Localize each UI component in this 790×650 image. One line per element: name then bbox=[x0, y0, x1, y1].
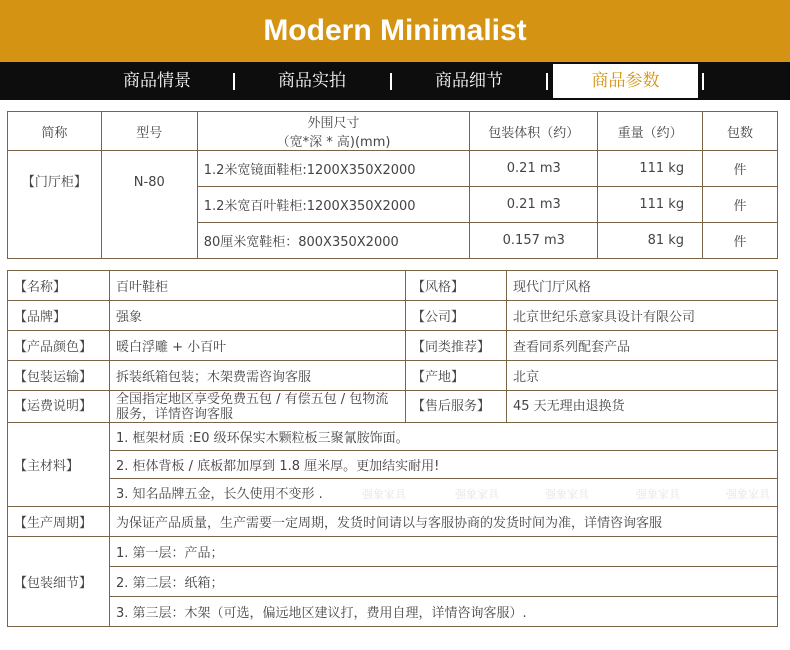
spec-table bbox=[7, 111, 778, 259]
detail-row bbox=[8, 537, 778, 567]
detail-row bbox=[8, 567, 778, 597]
product-name-cell: 【门厅柜】 bbox=[8, 151, 102, 259]
freight-line-2: 服务，详情咨询客服 bbox=[116, 406, 234, 422]
aftersale-label: 【售后服务】 bbox=[406, 391, 507, 423]
tab-parameters[interactable]: 商品参数 bbox=[553, 64, 698, 98]
freight-line-1: 全国指定地区享受免费五包 / 有偿五包 / 包物流 bbox=[116, 391, 389, 407]
series-label: 【同类推荐】 bbox=[406, 331, 507, 361]
detail-row bbox=[8, 597, 778, 627]
tab-divider bbox=[233, 73, 235, 90]
tab-photos[interactable]: 商品实拍 bbox=[278, 71, 346, 91]
size-cell: 1.2米宽百叶鞋柜:1200X350X2000 bbox=[197, 187, 470, 223]
series-link[interactable]: 查看同系列配套产品 bbox=[507, 331, 778, 361]
color-value: 暖白浮雕 + 小百叶 bbox=[110, 331, 406, 361]
col-size-header bbox=[197, 112, 470, 151]
material-label: 【主材料】 bbox=[8, 423, 110, 507]
shipping-value: 拆装纸箱包装；木架费需咨询客服 bbox=[110, 361, 406, 391]
watermark: 强象家具 bbox=[455, 488, 499, 501]
size-cell: 1.2米宽镜面鞋柜:1200X350X2000 bbox=[197, 151, 470, 187]
size-header-line2: （宽*深 * 高)(mm) bbox=[276, 135, 391, 150]
detail-row bbox=[8, 271, 778, 301]
tab-details[interactable]: 商品细节 bbox=[435, 71, 503, 91]
volume-cell: 0.21 m3 bbox=[470, 187, 598, 223]
weight-cell: 111 kg bbox=[598, 187, 703, 223]
col-weight-header: 重量（约） bbox=[598, 112, 703, 151]
volume-cell: 0.21 m3 bbox=[470, 151, 598, 187]
col-model-header: 型号 bbox=[101, 112, 197, 151]
freight-label: 【运费说明】 bbox=[8, 391, 110, 423]
company-value: 北京世纪乐意家具设计有限公司 bbox=[507, 301, 778, 331]
tab-bar bbox=[0, 62, 790, 100]
style-value: 现代门厅风格 bbox=[507, 271, 778, 301]
cycle-value: 为保证产品质量，生产需要一定周期，发货时间请以与客服协商的发货时间为准，详情咨询客服 bbox=[110, 507, 778, 537]
watermark: 强象家具 bbox=[362, 488, 406, 501]
packing-item: 2. 第二层：纸箱； bbox=[110, 567, 778, 597]
detail-row bbox=[8, 331, 778, 361]
col-packages-header: 包数 bbox=[703, 112, 778, 151]
watermark: 强象家具 bbox=[545, 488, 589, 501]
material-item: 1. 框架材质 :E0 级环保实木颗粒板三聚氰胺饰面。 bbox=[110, 423, 778, 451]
material-item: 3. 知名品牌五金，长久使用不变形 . bbox=[110, 479, 778, 507]
weight-cell: 111 kg bbox=[598, 151, 703, 187]
detail-row bbox=[8, 391, 778, 423]
packages-cell: 件 bbox=[703, 151, 778, 187]
packages-cell: 件 bbox=[703, 223, 778, 259]
detail-table bbox=[7, 270, 778, 627]
origin-value: 北京 bbox=[507, 361, 778, 391]
detail-row bbox=[8, 423, 778, 451]
model-cell: N-80 bbox=[101, 151, 197, 259]
origin-label: 【产地】 bbox=[406, 361, 507, 391]
volume-cell: 0.157 m3 bbox=[470, 223, 598, 259]
name-label: 【名称】 bbox=[8, 271, 110, 301]
size-header-line1: 外围尺寸 bbox=[307, 116, 360, 131]
detail-row bbox=[8, 301, 778, 331]
tab-divider bbox=[546, 73, 548, 90]
material-item: 2. 柜体背板 / 底板都加厚到 1.8 厘米厚。更加结实耐用! bbox=[110, 451, 778, 479]
size-cell: 80厘米宽鞋柜：800X350X2000 bbox=[197, 223, 470, 259]
shipping-label: 【包装运输】 bbox=[8, 361, 110, 391]
style-label: 【风格】 bbox=[406, 271, 507, 301]
col-volume-header: 包装体积（约） bbox=[470, 112, 598, 151]
detail-row bbox=[8, 451, 778, 479]
brand-label: 【品牌】 bbox=[8, 301, 110, 331]
detail-row bbox=[8, 361, 778, 391]
packing-label: 【包装细节】 bbox=[8, 537, 110, 627]
table-row bbox=[8, 151, 778, 187]
detail-row bbox=[8, 507, 778, 537]
freight-value bbox=[110, 391, 406, 423]
watermark: 强象家具 bbox=[726, 488, 770, 501]
packages-cell: 件 bbox=[703, 187, 778, 223]
page-title: Modern Minimalist bbox=[263, 14, 527, 47]
col-name-header: 简称 bbox=[8, 112, 102, 151]
aftersale-value: 45 天无理由退换货 bbox=[507, 391, 778, 423]
watermark: 强象家具 bbox=[636, 488, 680, 501]
cycle-label: 【生产周期】 bbox=[8, 507, 110, 537]
weight-cell: 81 kg bbox=[598, 223, 703, 259]
tab-divider bbox=[702, 73, 704, 90]
packing-item: 3. 第三层：木架（可选，偏远地区建议打，费用自理，详情咨询客服）. bbox=[110, 597, 778, 627]
name-value: 百叶鞋柜 bbox=[110, 271, 406, 301]
tab-divider bbox=[390, 73, 392, 90]
packing-item: 1. 第一层：产品； bbox=[110, 537, 778, 567]
brand-value: 强象 bbox=[110, 301, 406, 331]
spec-header-row bbox=[8, 112, 778, 151]
color-label: 【产品颜色】 bbox=[8, 331, 110, 361]
company-label: 【公司】 bbox=[406, 301, 507, 331]
tab-scene[interactable]: 商品情景 bbox=[123, 71, 191, 91]
